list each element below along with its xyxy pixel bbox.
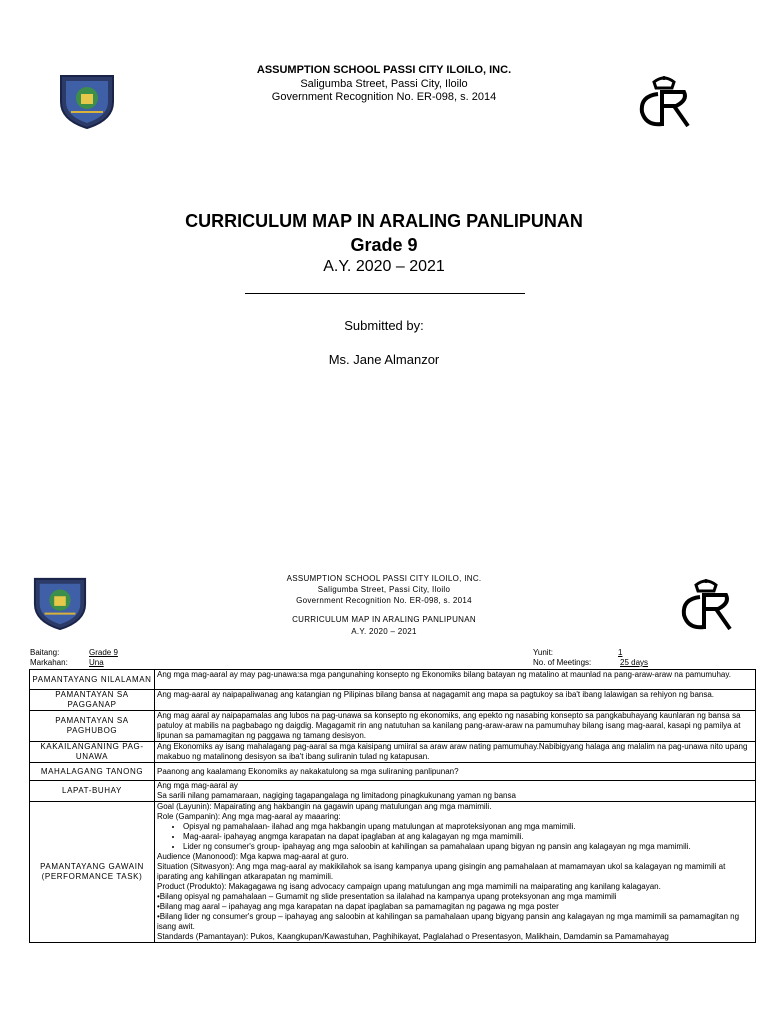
table-row bbox=[30, 802, 756, 943]
list-item: • Mag-aaral- ipahayag angmga karapatan na dapat ipaglaban at ang kalagayan ng mga mamimili. bbox=[183, 832, 753, 842]
audience-text: Audience (Manonood): Mga kapwa mag-aaral at guro. bbox=[157, 852, 349, 861]
row-label: PAMANTAYAN SA PAGHUBOG bbox=[30, 711, 155, 742]
teacher-name: Ms. Jane Almanzor bbox=[328, 352, 440, 367]
markahan-label: Markahan: bbox=[30, 658, 68, 667]
assumption-monogram-logo-small bbox=[676, 575, 736, 633]
government-recognition-small: Government Recognition No. ER-098, s. 2014 bbox=[296, 596, 472, 605]
academic-year: A.Y. 2020 – 2021 bbox=[323, 258, 445, 275]
government-recognition: Government Recognition No. ER-098, s. 2014 bbox=[271, 91, 497, 103]
goal-text: Goal (Layunin): Mapairating ang hakbangin na gagawin upang matulungan ang mga mamimili. bbox=[157, 802, 492, 811]
baitang-value: Grade 9 bbox=[89, 648, 118, 657]
table-row bbox=[30, 781, 756, 802]
row-content: Paanong ang kaalamang Ekonomiks ay nakakatulong sa mga suliraning panlipunan? bbox=[155, 763, 756, 781]
submitted-by-label: Submitted by: bbox=[344, 318, 424, 333]
row-content bbox=[155, 781, 756, 802]
table-row bbox=[30, 690, 756, 711]
performance-label-sub: (PERFORMANCE TASK) bbox=[41, 872, 143, 881]
school-seal-logo-small bbox=[31, 575, 89, 631]
assumption-monogram-logo bbox=[634, 72, 694, 130]
school-address-small: Saligumba Street, Passi City, Iloilo bbox=[317, 585, 451, 594]
school-address: Saligumba Street, Passi City, Iloilo bbox=[300, 78, 468, 90]
row-content bbox=[155, 802, 756, 943]
product-item: •Bilang opisyal ng pamahalaan – Gumamit ng slide presentation sa ilalahad na kampanya upang proteksyonan ang mga mamimili bbox=[157, 892, 617, 901]
school-name-small: ASSUMPTION SCHOOL PASSI CITY ILOILO, INC. bbox=[286, 574, 482, 583]
performance-label-main: PAMANTAYANG GAWAIN bbox=[40, 862, 144, 871]
row-label: MAHALAGANG TANONG bbox=[30, 763, 155, 781]
row-content: Ang mga mag-aaral ay may pag-unawa:sa mga pangunahing konsepto ng Ekonomiks bilang batayan ng matalino at maunlad na pang-araw-araw na pamumuhay. bbox=[155, 670, 756, 690]
row-label: PAMANTAYANG NILALAMAN bbox=[30, 670, 155, 690]
row-label bbox=[30, 802, 155, 943]
row-label: LAPAT-BUHAY bbox=[30, 781, 155, 802]
document-title-small: CURRICULUM MAP IN ARALING PANLIPUNAN bbox=[292, 615, 476, 624]
document-title: CURRICULUM MAP IN ARALING PANLIPUNAN bbox=[185, 211, 583, 231]
meetings-value: 25 days bbox=[620, 658, 649, 667]
table-row bbox=[30, 763, 756, 781]
list-item: • Opisyal ng pamahalaan- ilahad ang mga hakbangin upang matulungan at maproteksiyonan ang mga mamimili. bbox=[183, 822, 753, 832]
curriculum-map-table bbox=[29, 669, 756, 943]
row-content: Ang mag-aaral ay naipapaliwanag ang katangian ng Pilipinas bilang bansa at nagagamit ang mapa sa pagtukoy sa iba't ibang lalawigan sa rehiyon ng bansa. bbox=[155, 690, 756, 711]
academic-year-small: A.Y. 2020 – 2021 bbox=[351, 627, 417, 636]
role-text: Role (Gampanin): Ang mga mag-aaral ay maaaring: bbox=[157, 812, 341, 821]
table-row bbox=[30, 742, 756, 763]
meetings-label: No. of Meetings: bbox=[533, 658, 592, 667]
situation-text: Situation (Sitwasyon): Ang mga mag-aaral ay makikilahok sa isang kampanya upang gisingin ang pamahalaan at mamamayan ukol sa kalagayan ng mamimili at iparating ang kahilingan atkarapatan ng mamimili. bbox=[157, 862, 726, 881]
table-row bbox=[30, 670, 756, 690]
title-underline bbox=[245, 293, 525, 294]
row-content: Ang Ekonomiks ay isang mahalagang pag-aaral sa mga kaisipang umiiral sa araw araw nating pamumuhay.Nabibigyang halaga ang malalim na pag-unawa nito upang makabuo ng matalinong desisyon sa iba't ibang suliranin tulad ng katapusan. bbox=[155, 742, 756, 763]
product-item: •Bilang mag aaral – ipahayag ang mga karapatan na dapat ipaglaban sa pamamagitan ng pagawa ng mga poster bbox=[157, 902, 559, 911]
standards-text: Standards (Pamantayan): Pukos, Kaangkupan/Kawastuhan, Paghihikayat, Paglalahad o Presentasyon, Malikhain, Damdamin sa Pamamahayag bbox=[157, 932, 669, 941]
markahan-value: Una bbox=[89, 658, 104, 667]
row-content: Ang mag aaral ay naipapamalas ang lubos na pag-unawa sa konsepto ng ekonomiks, ang epekto ng nasabing konsepto sa pangkabuhayang kaunlaran ng bansa sa patuloy at mabilis na pagbabago ng daigdig. Magagamit rin ang natutuhan sa kanilang pang-araw-araw na pamumuhay bilang isang mag-aaral, kasapi ng pamilya at lipunan sa pamamagitan ng paggawa ng tamang desisyon. bbox=[155, 711, 756, 742]
school-seal-logo bbox=[57, 72, 117, 130]
yunit-value: 1 bbox=[618, 648, 623, 657]
grade-heading: Grade 9 bbox=[350, 235, 418, 255]
lapat-line: Sa sarili nilang pamamaraan, nagiging tagapangalaga ng limitadong pinagkukunang yaman ng bansa bbox=[157, 791, 516, 800]
list-item: • Lider ng consumer's group- ipahayag ang mga saloobin at kahilingan sa pamahalaan upang bigyan ng pansin ang kalagayan ng mga mamimili. bbox=[183, 842, 753, 852]
yunit-label: Yunit: bbox=[533, 648, 554, 657]
product-item: •Bilang lider ng consumer's group – ipahayag ang saloobin at kahilingan sa pamahalaan upang bigyang pansin ang kalagayan ng mga mamimili sa pamamagitan ng isang awit. bbox=[157, 912, 740, 931]
product-text: Product (Produkto): Makagagawa ng isang advocacy campaign upang matulungan ang mga mamimili na maiparating ang kanilang kalagayan. bbox=[157, 882, 661, 891]
lapat-line: Ang mga mag-aaral ay bbox=[157, 781, 238, 790]
row-label: PAMANTAYAN SA PAGGANAP bbox=[30, 690, 155, 711]
row-label: KAKAILANGANING PAG-UNAWA bbox=[30, 742, 155, 763]
school-name: ASSUMPTION SCHOOL PASSI CITY ILOILO, INC. bbox=[256, 64, 512, 76]
role-list bbox=[157, 822, 753, 852]
baitang-label: Baitang: bbox=[30, 648, 60, 657]
table-row bbox=[30, 711, 756, 742]
